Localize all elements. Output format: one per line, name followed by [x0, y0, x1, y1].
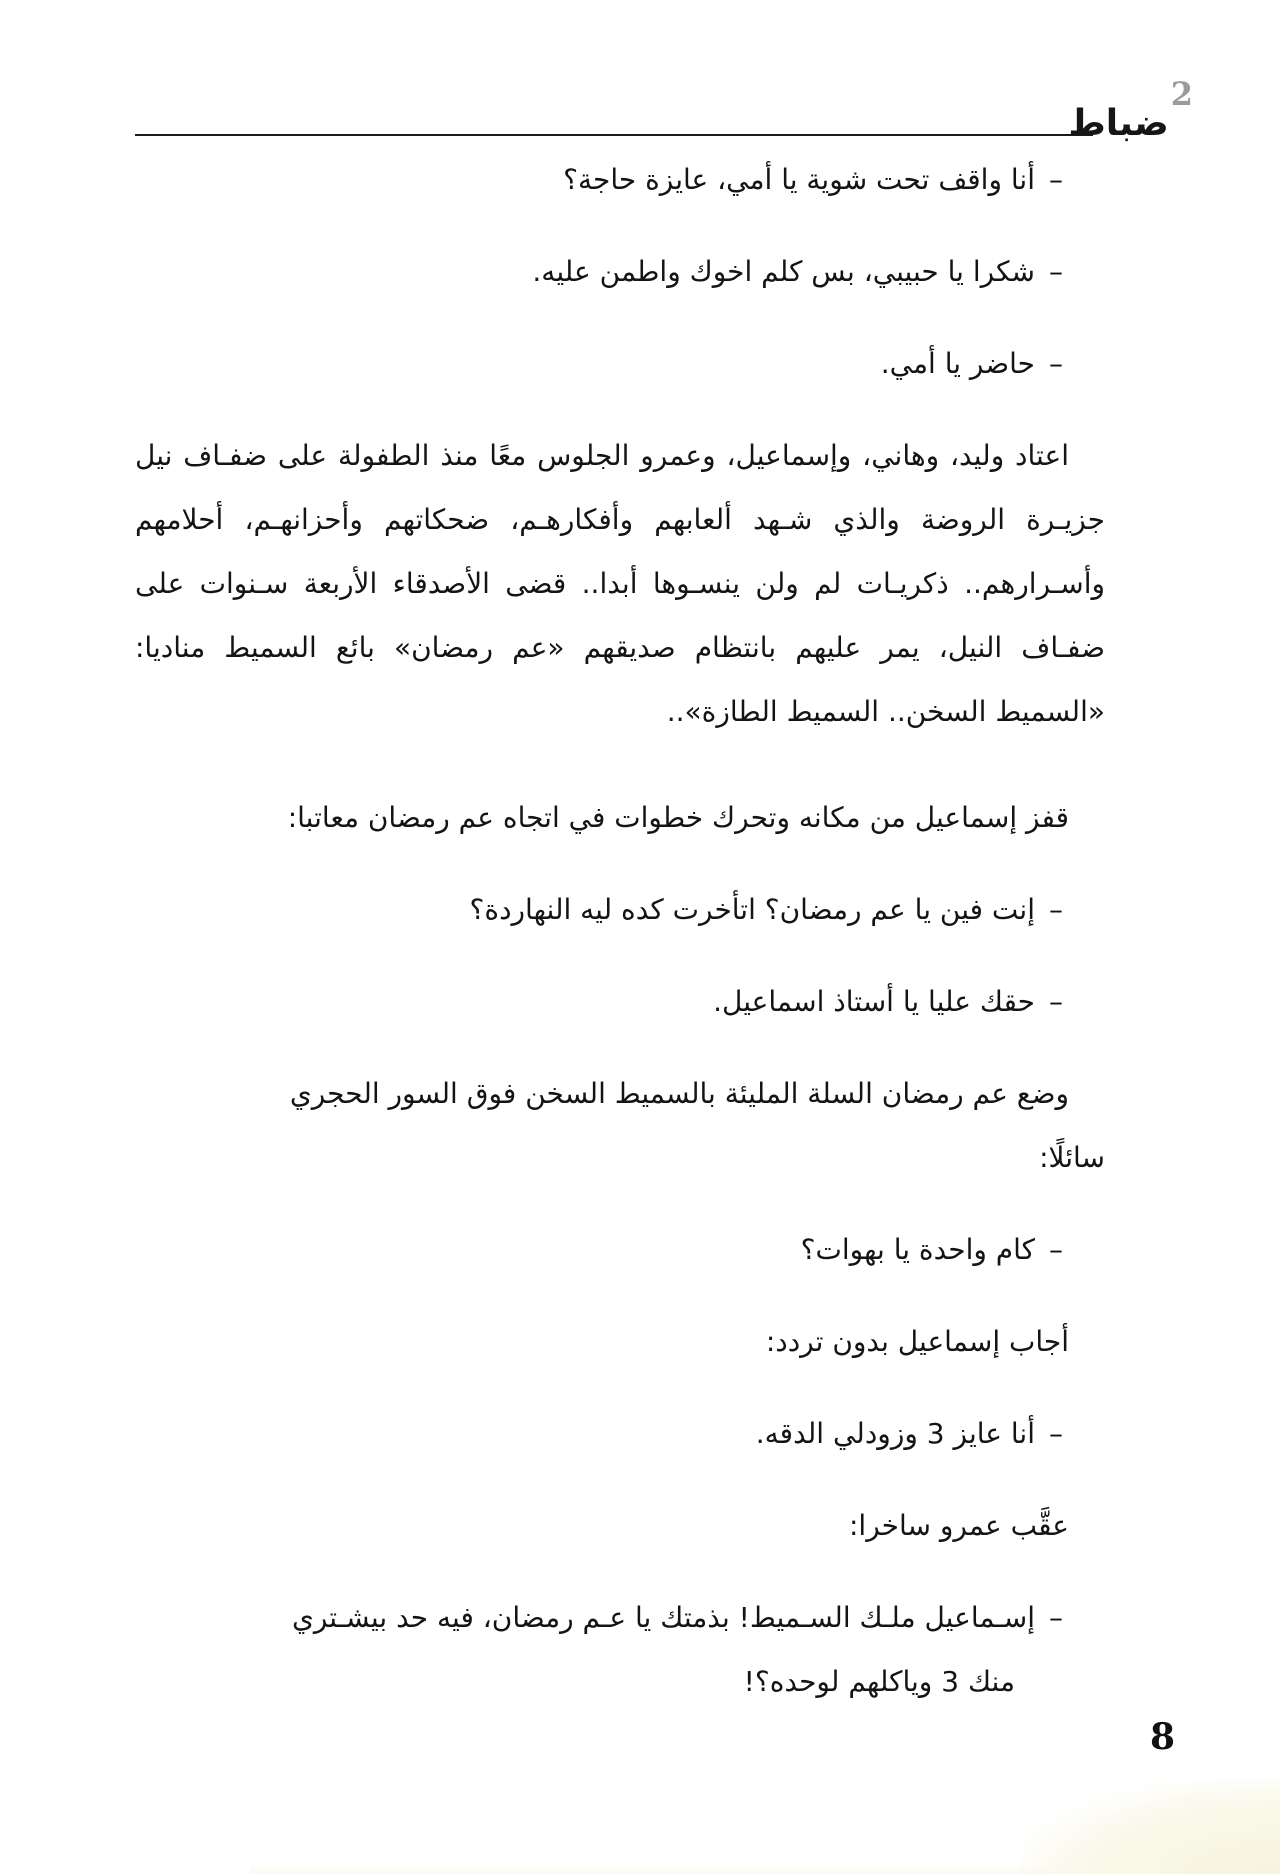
text-column — [135, 140, 1105, 1714]
dialogue-dash: – — [1049, 255, 1063, 288]
dialogue-dash: – — [1049, 1233, 1063, 1266]
series-logo — [1068, 75, 1193, 144]
header-rule — [135, 134, 1093, 136]
dialogue-text: إنت فين يا عم رمضان؟ اتأخرت كده ليه النهاردة؟ — [469, 893, 1035, 926]
dialogue-dash: – — [1049, 1601, 1063, 1634]
dialogue-line — [135, 970, 1105, 1034]
dialogue-line — [135, 878, 1105, 942]
scan-corner-stain — [1020, 1779, 1280, 1874]
narration-text-continued: سائلًا: — [1039, 1141, 1105, 1174]
dialogue-dash: – — [1049, 985, 1063, 1018]
dialogue-line — [135, 1402, 1105, 1466]
narration-paragraph — [135, 1062, 1105, 1190]
narration-paragraph: عقَّب عمرو ساخرا: — [849, 1509, 1069, 1542]
dialogue-text: أنا واقف تحت شوية يا أمي، عايزة حاجة؟ — [563, 163, 1035, 196]
dialogue-text: حاضر يا أمي. — [880, 347, 1035, 380]
dialogue-line — [135, 148, 1105, 212]
dialogue-line — [135, 1586, 1105, 1714]
dialogue-dash: – — [1049, 163, 1063, 196]
dialogue-text-continued: منك 3 وياكلهم لوحده؟! — [743, 1665, 1015, 1698]
dialogue-dash: – — [1049, 347, 1063, 380]
narration-text: وضع عم رمضان السلة المليئة بالسميط السخن فوق السور الحجري — [289, 1077, 1069, 1110]
narration-paragraph: قفز إسماعيل من مكانه وتحرك خطوات في اتجاه عم رمضان معاتبا: — [287, 801, 1069, 834]
dialogue-text: إسـماعيل ملـك السـميط! بذمتك يا عـم رمضان، فيه حد بيشـتري — [291, 1601, 1035, 1634]
narration-paragraph: أجاب إسماعيل بدون تردد: — [765, 1325, 1069, 1358]
narration-paragraph: اعتاد وليد، وهاني، وإسماعيل، وعمرو الجلوس معًا منذ الطفولة على ضفـاف نيل جزيـرة الروضة والذي شـهد ألعابهم وأفكارهـم، ضحكاتهم وأحزانهـم، أحلامهم وأسـرارهم.. ذكريـات لم ولن ينسـوها أبدا.. قضى الأصدقاء الأربعة سـنوات على ضفـاف النيل، يمر عليهم بانتظام صديقهم «عم رمضان» بائع السميط مناديا: «السميط السخن.. السميط الطازة».. — [135, 439, 1105, 728]
dialogue-text: أنا عايز 3 وزودلي الدقه. — [755, 1417, 1035, 1450]
page-header — [135, 70, 1193, 144]
dialogue-line — [135, 332, 1105, 396]
page-number: 8 — [1149, 1716, 1175, 1758]
dialogue-dash: – — [1049, 893, 1063, 926]
dialogue-text: شكرا يا حبيبي، بس كلم اخوك واطمن عليه. — [532, 255, 1035, 288]
dialogue-text: حقك عليا يا أستاذ اسماعيل. — [713, 985, 1035, 1018]
dialogue-line — [135, 240, 1105, 304]
dialogue-dash: – — [1049, 1417, 1063, 1450]
dialogue-text: كام واحدة يا بهوات؟ — [800, 1233, 1035, 1266]
series-logo-text: ضباط — [1068, 103, 1169, 144]
series-number: 2 — [1170, 75, 1193, 113]
dialogue-line — [135, 1218, 1105, 1282]
